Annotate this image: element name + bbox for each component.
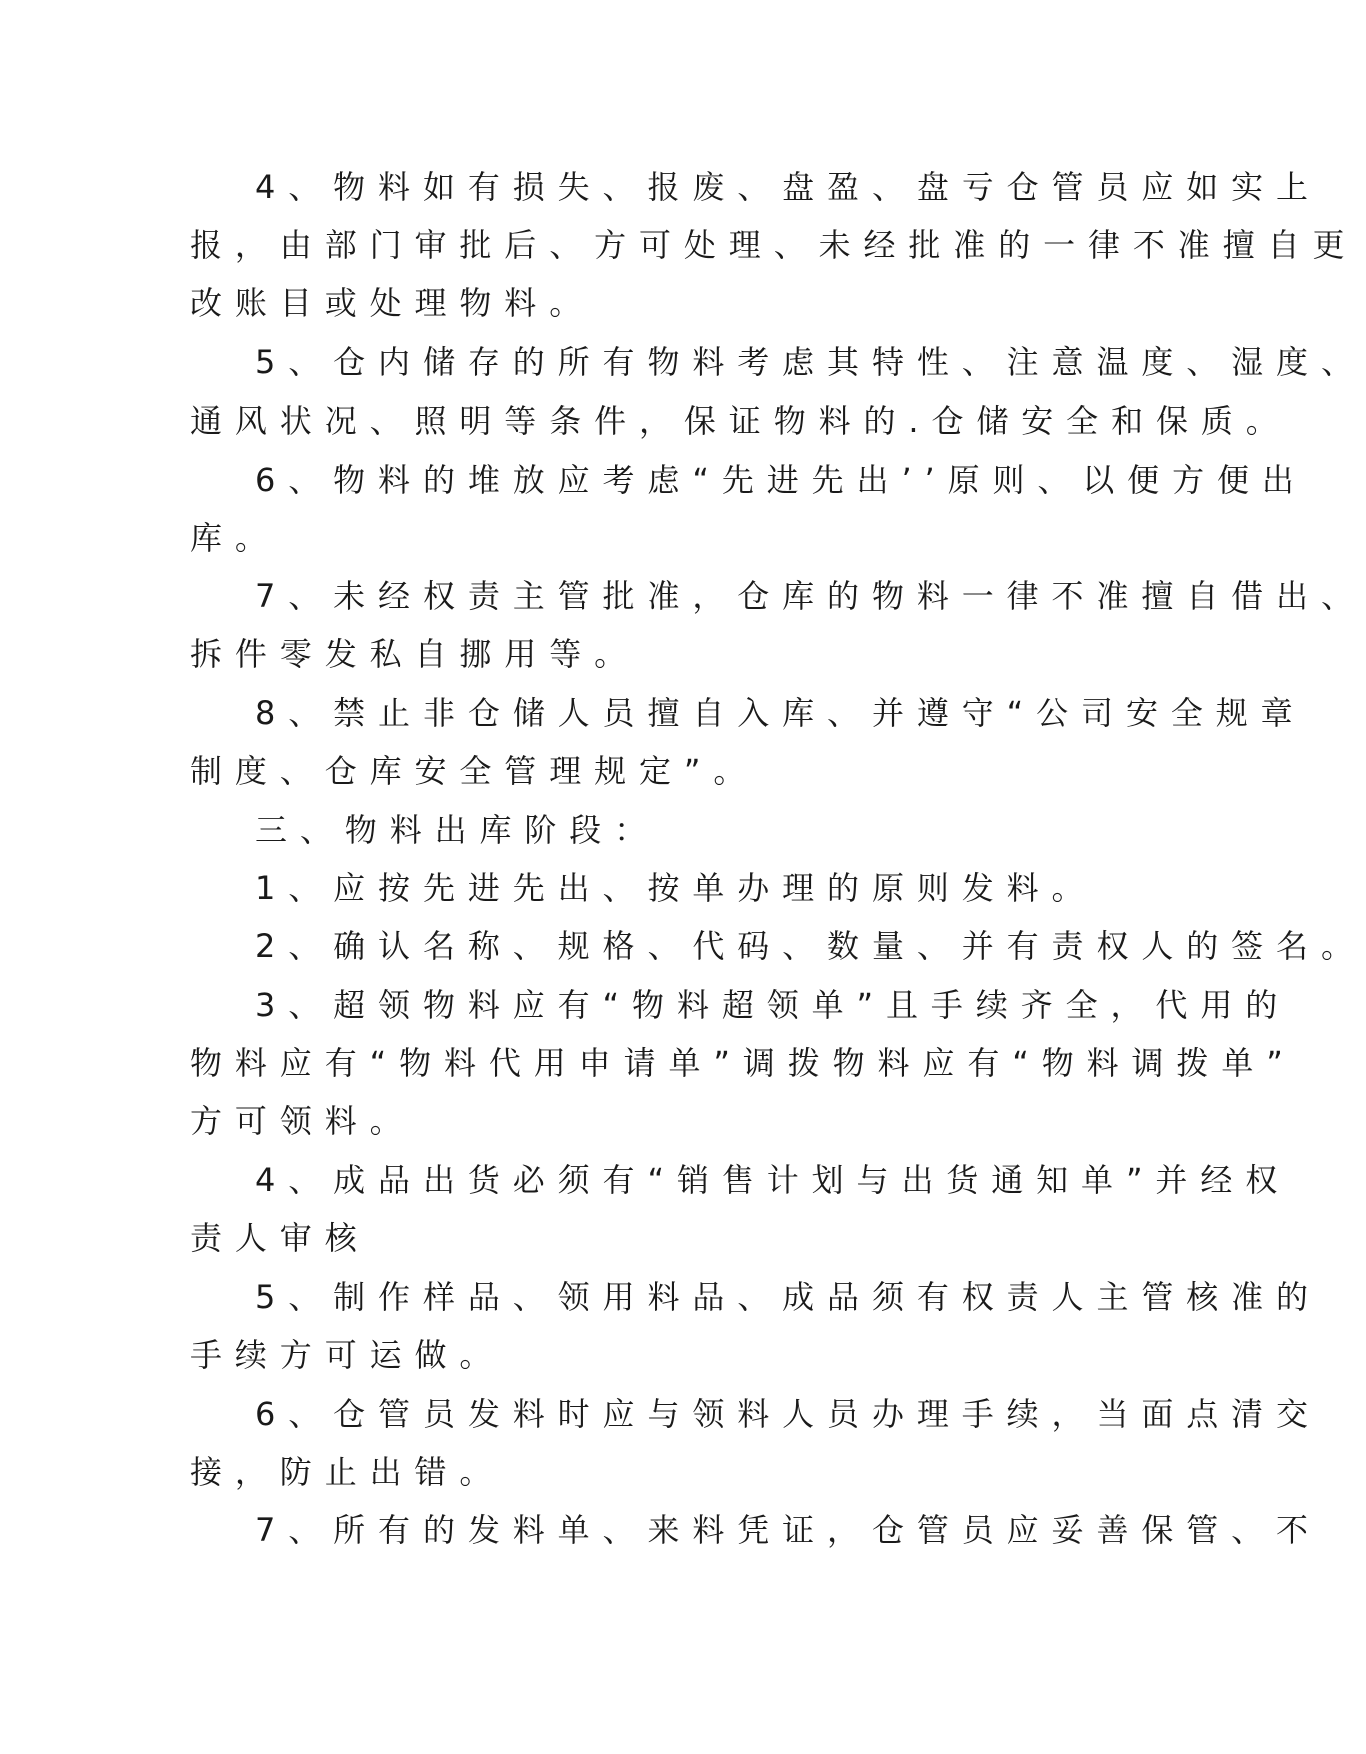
paragraph-line: 改账目或处理物料。 bbox=[190, 284, 595, 322]
paragraph-line: 8、禁止非仓储人员擅自入库、并遵守“公司安全规章 bbox=[255, 694, 1306, 732]
paragraph-line: 7、所有的发料单、来料凭证，仓管员应妥善保管、不 bbox=[255, 1511, 1321, 1549]
paragraph-line: 手续方可运做。 bbox=[190, 1336, 505, 1374]
paragraph-line: 5、制作样品、领用料品、成品须有权责人主管核准的 bbox=[255, 1278, 1321, 1316]
paragraph-line: 接，防止出错。 bbox=[190, 1453, 505, 1491]
paragraph-line: 报，由部门审批后、方可处理、未经批准的一律不准擅自更 bbox=[190, 226, 1358, 264]
paragraph-line: 制度、仓库安全管理规定”。 bbox=[190, 752, 759, 790]
paragraph-line: 责人审核 bbox=[190, 1219, 370, 1257]
paragraph-line: 7、未经权责主管批准，仓库的物料一律不准擅自借出、 bbox=[255, 577, 1366, 615]
paragraph-line: 物料应有“物料代用申请单”调拨物料应有“物料调拨单” bbox=[190, 1044, 1296, 1082]
paragraph-line: 6、仓管员发料时应与领料人员办理手续，当面点清交 bbox=[255, 1395, 1321, 1433]
paragraph-line: 方可领料。 bbox=[190, 1102, 415, 1140]
paragraph-line: 4、物料如有损失、报废、盘盈、盘亏仓管员应如实上 bbox=[255, 168, 1321, 206]
section-heading: 三、物料出库阶段： bbox=[255, 811, 660, 849]
paragraph-line: 3、超领物料应有“物料超领单”且手续齐全，代用的 bbox=[255, 986, 1291, 1024]
paragraph-line: 4、成品出货必须有“销售计划与出货通知单”并经权 bbox=[255, 1161, 1291, 1199]
paragraph-line: 6、物料的堆放应考虑“先进先出’’原则、以便方便出 bbox=[255, 461, 1307, 499]
paragraph-line: 2、确认名称、规格、代码、数量、并有责权人的签名。 bbox=[255, 927, 1366, 965]
paragraph-line: 拆件零发私自挪用等。 bbox=[190, 635, 640, 673]
paragraph-line: 1、应按先进先出、按单办理的原则发料。 bbox=[255, 869, 1097, 907]
paragraph-line: 库。 bbox=[190, 519, 280, 557]
paragraph-line: 5、仓内储存的所有物料考虑其特性、注意温度、湿度、 bbox=[255, 343, 1366, 381]
paragraph-line: 通风状况、照明等条件，保证物料的.仓储安全和保质。 bbox=[190, 402, 1291, 440]
